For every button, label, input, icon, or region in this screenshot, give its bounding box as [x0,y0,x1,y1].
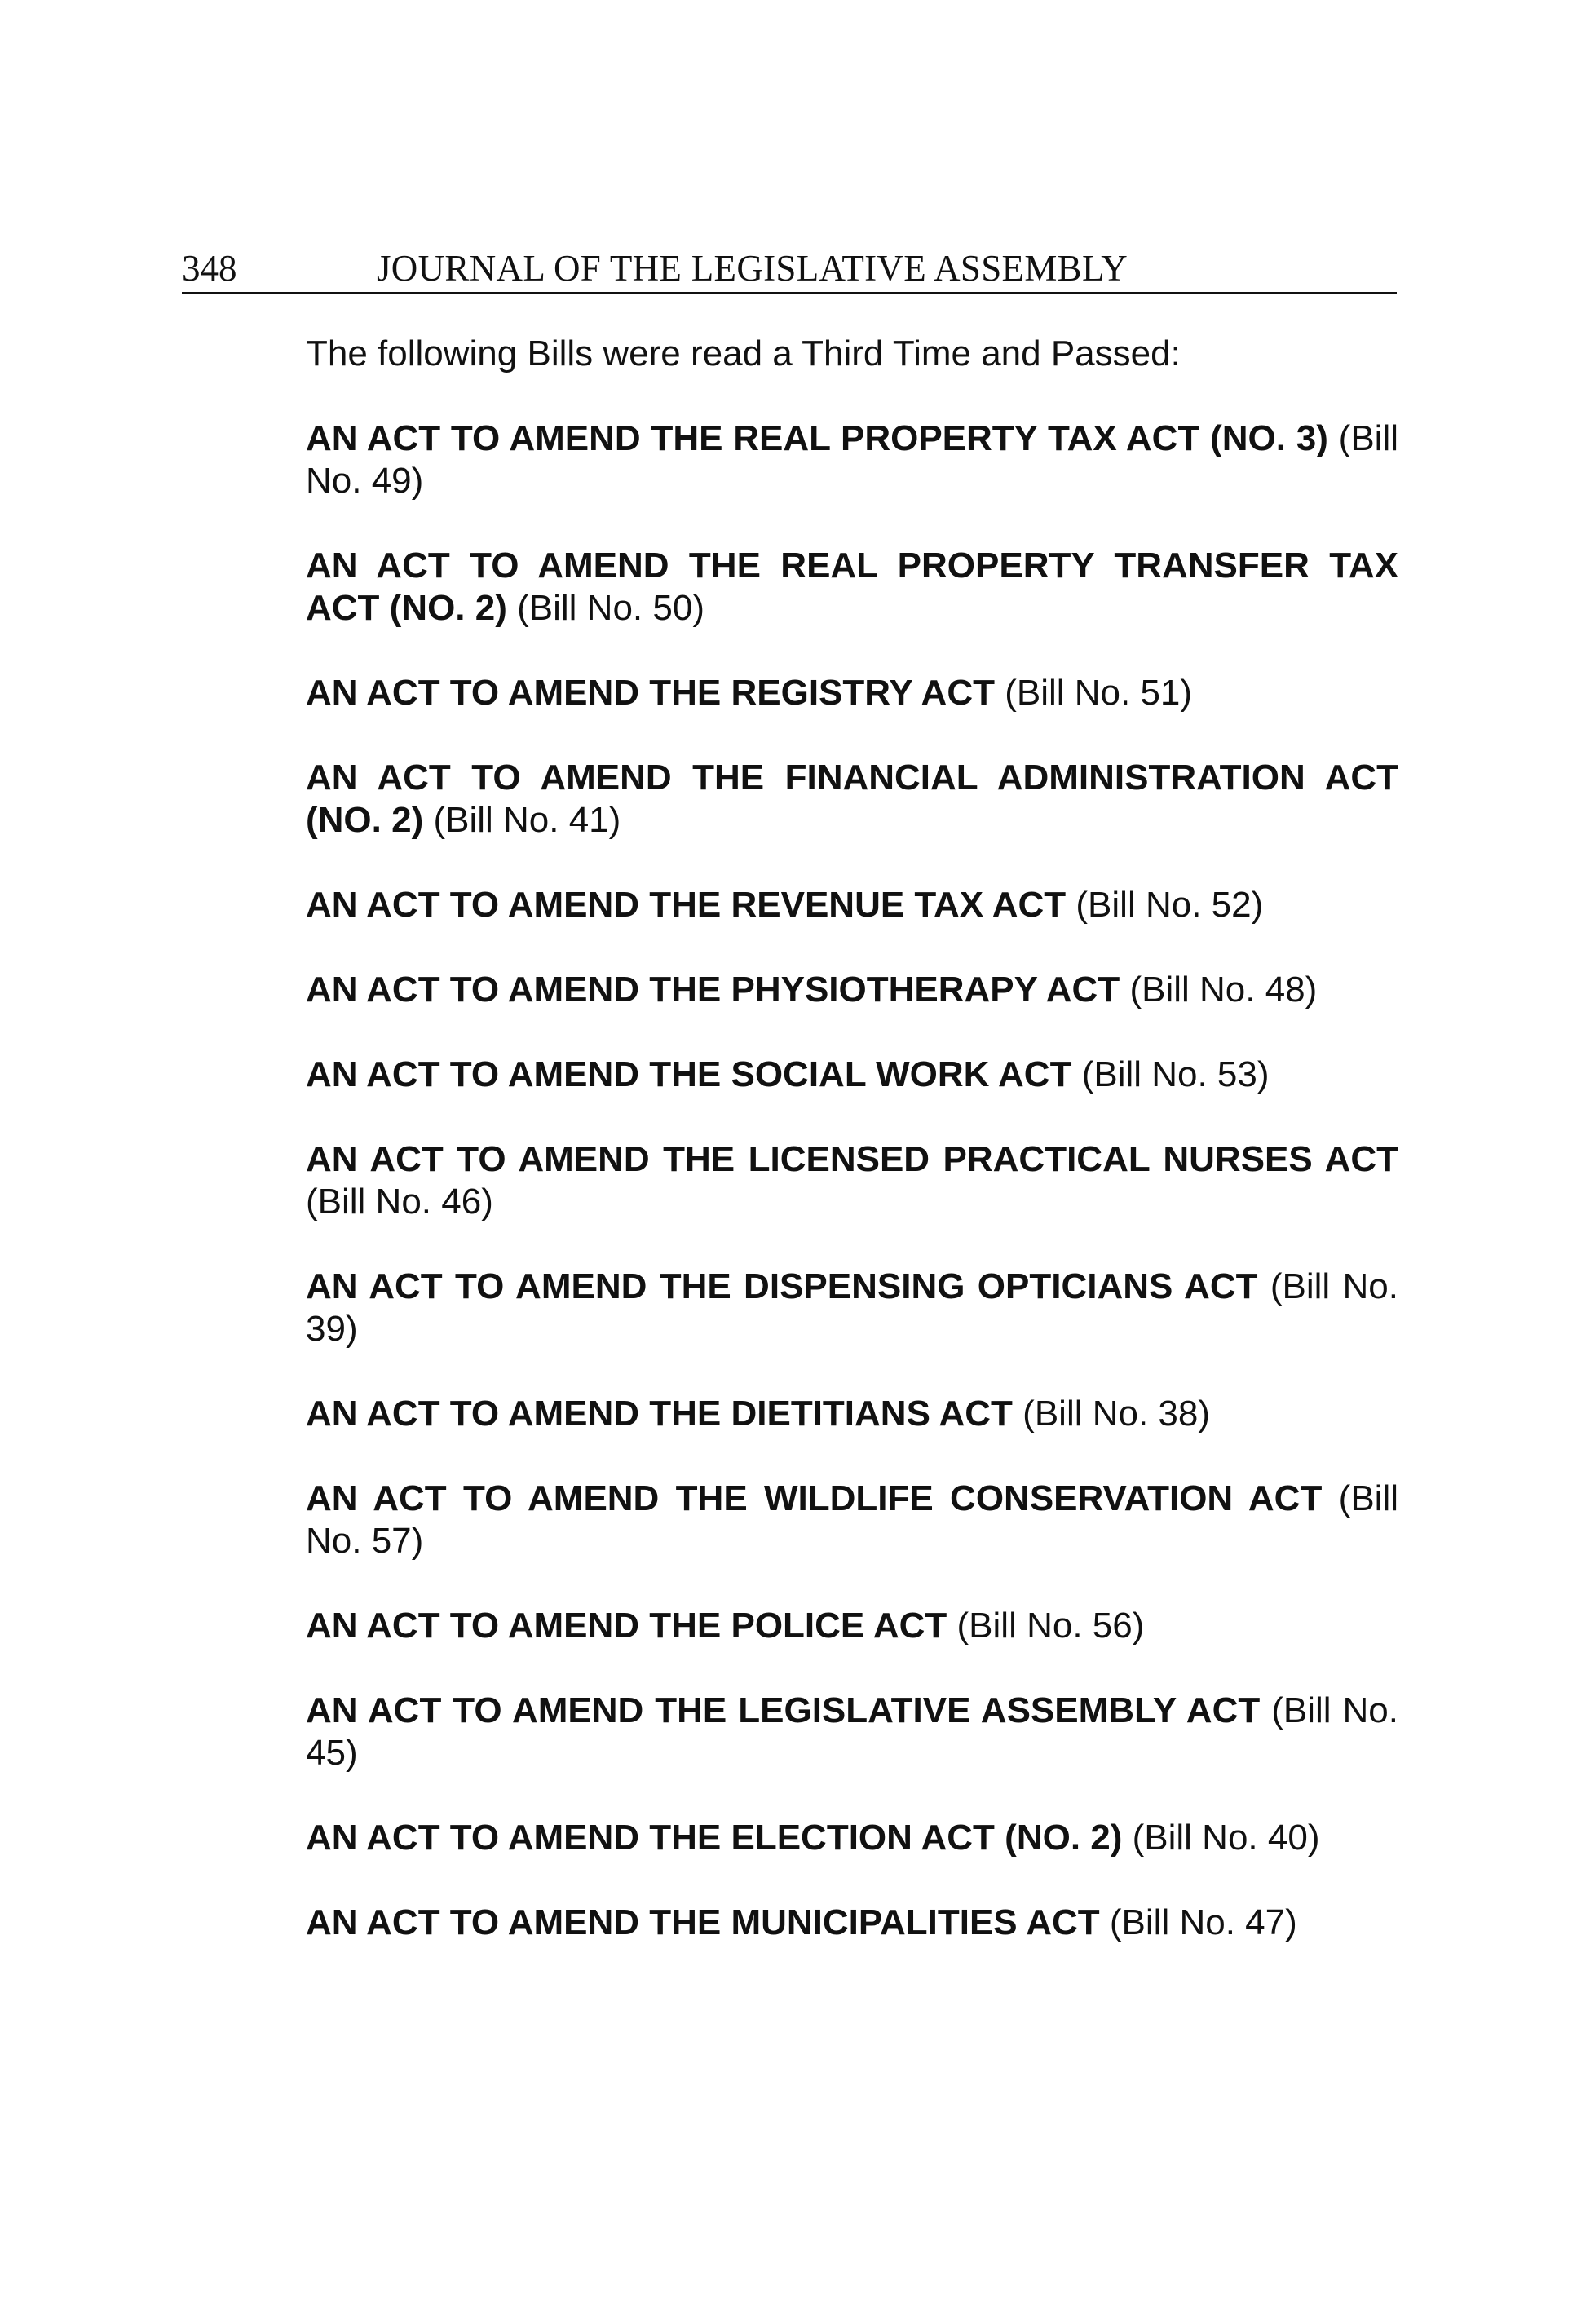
bill-number: (Bill No. 46) [306,1182,493,1222]
intro-paragraph: The following Bills were read a Third Time and Passed: [306,334,1181,373]
bill-entry [306,1138,1398,1223]
bill-title: AN ACT TO AMEND THE FINANCIAL ADMINISTRATION ACT (NO. 2) [306,758,1398,840]
bill-number: (Bill No. 50) [517,588,704,628]
bill-title: AN ACT TO AMEND THE WILDLIFE CONSERVATION ACT [306,1478,1323,1518]
bill-title: AN ACT TO AMEND THE DISPENSING OPTICIANS ACT [306,1266,1258,1306]
bill-entry [306,884,1398,926]
bill-number: (Bill No. 40) [1132,1818,1320,1858]
bill-entry [306,1393,1398,1435]
bill-number: (Bill No. 45) [306,1690,1398,1773]
bill-entry [306,672,1398,714]
bill-number: (Bill No. 52) [1075,885,1264,925]
bill-entry [306,969,1398,1011]
bill-entry [306,1605,1398,1647]
bill-list [306,418,1398,1944]
bill-entry [306,1902,1398,1944]
bill-entry [306,757,1398,842]
bill-entry [306,1266,1398,1350]
bill-entry [306,1817,1398,1859]
bill-entry [306,545,1398,630]
bill-number: (Bill No. 56) [956,1606,1145,1646]
bill-number: (Bill No. 47) [1109,1902,1297,1942]
bill-title: AN ACT TO AMEND THE LEGISLATIVE ASSEMBLY ACT [306,1690,1261,1730]
bill-entry [306,1478,1398,1562]
bill-number: (Bill No. 41) [433,800,621,840]
bill-title: AN ACT TO AMEND THE LICENSED PRACTICAL NURSES ACT [306,1139,1398,1179]
bill-title: AN ACT TO AMEND THE REAL PROPERTY TAX ACT (NO. 3) [306,418,1328,458]
bill-title: AN ACT TO AMEND THE DIETITIANS ACT [306,1394,1013,1434]
bill-title: AN ACT TO AMEND THE REAL PROPERTY TRANSFER TAX ACT (NO. 2) [306,546,1398,628]
bill-title: AN ACT TO AMEND THE REGISTRY ACT [306,673,995,713]
bill-number: (Bill No. 39) [306,1266,1398,1349]
bill-title: AN ACT TO AMEND THE SOCIAL WORK ACT [306,1054,1072,1094]
bill-number: (Bill No. 51) [1005,673,1193,713]
bill-entry [306,1054,1398,1096]
bill-title: AN ACT TO AMEND THE PHYSIOTHERAPY ACT [306,970,1120,1010]
bill-number: (Bill No. 49) [306,418,1398,501]
bill-number: (Bill No. 48) [1129,970,1318,1010]
journal-title: JOURNAL OF THE LEGISLATIVE ASSEMBLY [377,248,1128,289]
bill-title: AN ACT TO AMEND THE MUNICIPALITIES ACT [306,1902,1100,1942]
bill-number: (Bill No. 38) [1022,1394,1211,1434]
bill-title: AN ACT TO AMEND THE REVENUE TAX ACT [306,885,1067,925]
bill-entry [306,1690,1398,1774]
journal-body [306,333,1398,1986]
bill-number: (Bill No. 57) [306,1478,1398,1561]
bill-number: (Bill No. 53) [1081,1054,1270,1094]
bill-title: AN ACT TO AMEND THE ELECTION ACT (NO. 2) [306,1818,1123,1858]
running-head [182,245,1397,294]
page-number: 348 [182,248,237,289]
bill-title: AN ACT TO AMEND THE POLICE ACT [306,1606,947,1646]
bill-entry [306,418,1398,502]
